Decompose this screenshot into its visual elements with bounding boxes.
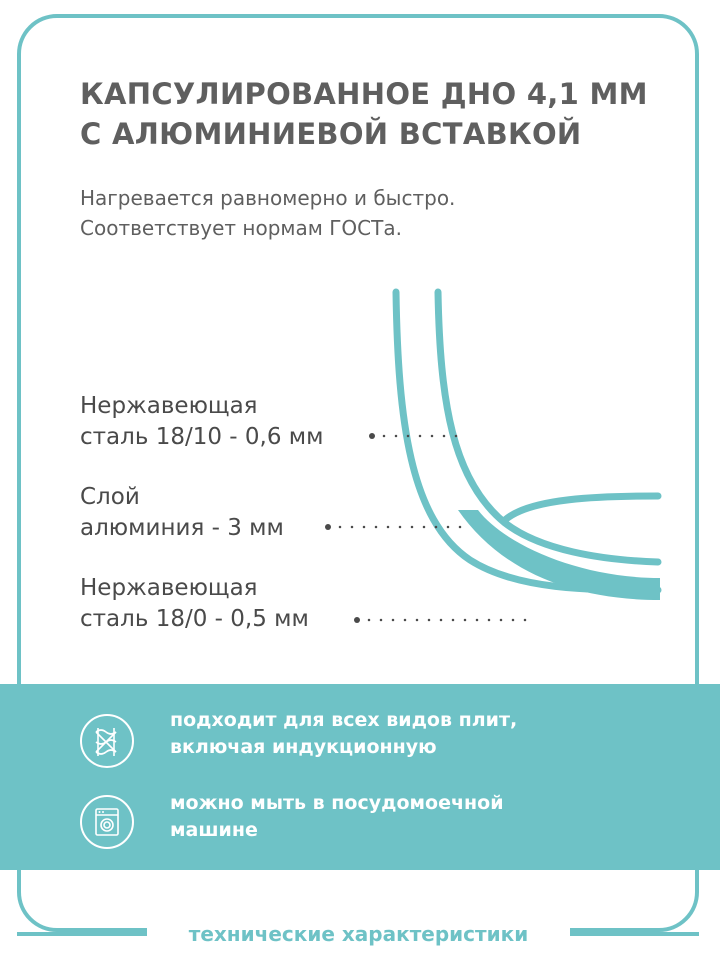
feature-line: можно мыть в посудомоечной xyxy=(170,792,504,814)
feature-dishwasher xyxy=(170,790,504,844)
layer-label-line: Нержавеющая xyxy=(80,393,258,419)
footer-caption: технические характеристики xyxy=(147,920,570,948)
layer-label-line: Нержавеющая xyxy=(80,575,258,601)
dishwasher-icon xyxy=(80,795,134,849)
title-line-1: КАПСУЛИРОВАННОЕ ДНО 4,1 ММ xyxy=(80,77,648,111)
leader-dot-3 xyxy=(354,617,360,623)
feature-line: включая индукционную xyxy=(170,736,437,758)
feature-line: подходит для всех видов плит, xyxy=(170,709,518,731)
subtitle-line-1: Нагревается равномерно и быстро. xyxy=(80,186,456,210)
footer-rule-right xyxy=(570,932,699,936)
title-line-2: С АЛЮМИНИЕВОЙ ВСТАВКОЙ xyxy=(80,117,582,151)
pan-wall-outer xyxy=(396,292,658,590)
pan-bottom-top-edge xyxy=(505,496,658,520)
feature-line: машине xyxy=(170,819,258,841)
layer-label-line: сталь 18/0 - 0,5 мм xyxy=(80,606,309,632)
footer-rule-left xyxy=(17,932,147,936)
layer-label-steel-18-0 xyxy=(80,573,309,635)
layer-label-line: алюминия - 3 мм xyxy=(80,515,284,541)
subtitle-line-2: Соответствует нормам ГОСТа. xyxy=(80,216,402,240)
leader-dot-1 xyxy=(369,433,375,439)
layer-label-aluminium xyxy=(80,482,284,544)
feature-induction xyxy=(170,707,517,761)
leader-dot-2 xyxy=(325,524,331,530)
layer-label-line: Слой xyxy=(80,484,140,510)
layer-label-steel-18-10 xyxy=(80,391,324,453)
layer-label-line: сталь 18/10 - 0,6 мм xyxy=(80,424,324,450)
induction-coil-icon xyxy=(80,714,134,768)
